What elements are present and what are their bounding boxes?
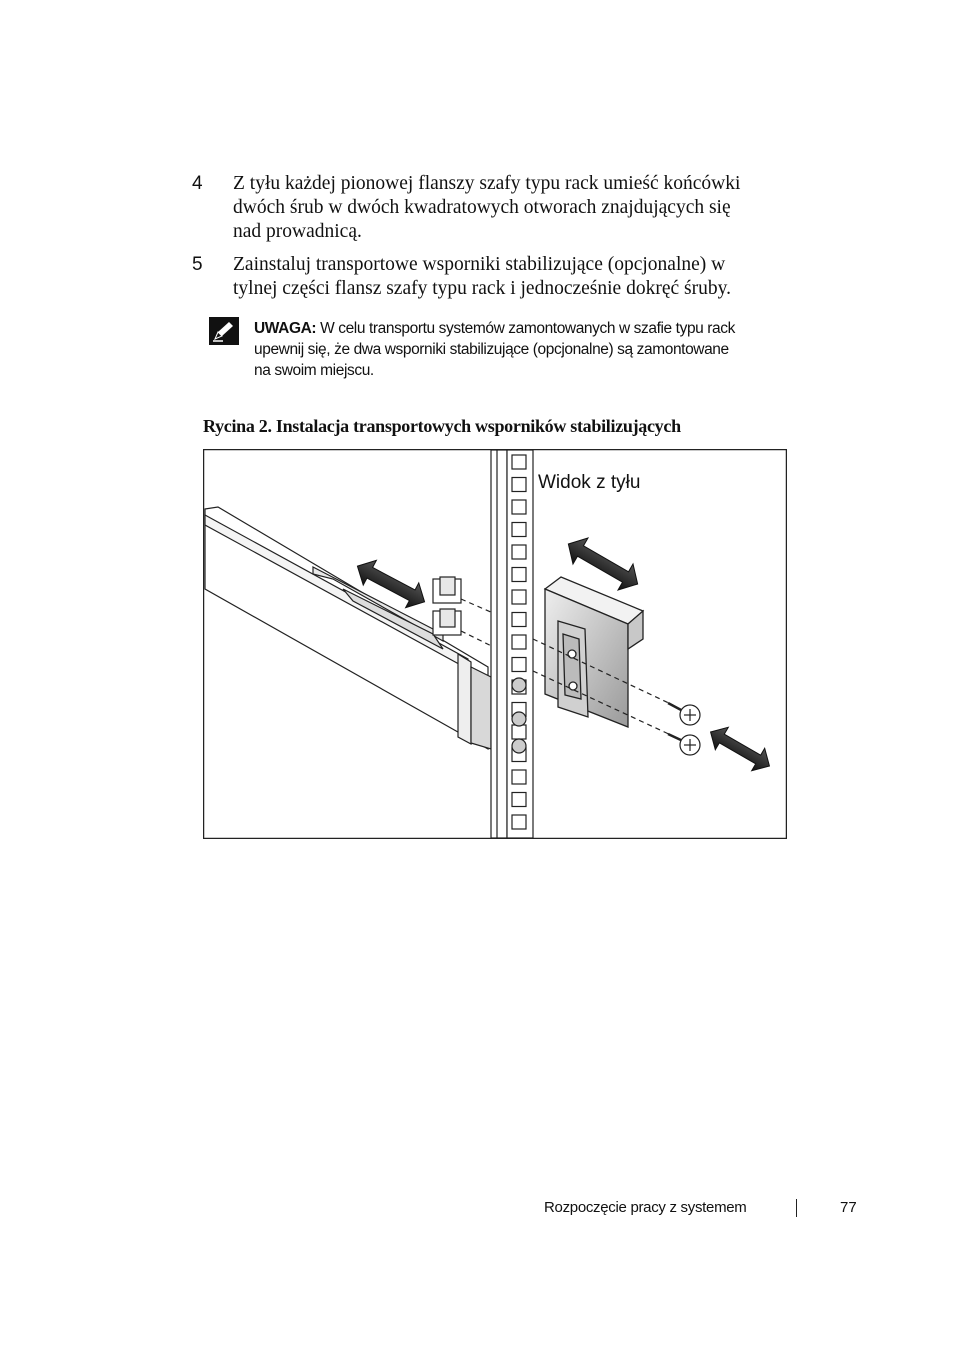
rack-hole [512,523,526,537]
step-text [233,172,833,244]
footer-title: Rozpoczęcie pracy z systemem [544,1199,747,1216]
step-line: Z tyłu każdej pionowej flanszy szafy typu rack umieść końcówki [233,173,741,194]
rack-hole [512,590,526,604]
rack-hole [512,635,526,649]
step-number: 4 [192,173,203,194]
page-number: 77 [840,1199,857,1216]
rack-screw-head [512,739,526,753]
rack-hole [512,793,526,807]
note-line: na swoim miejscu. [254,362,374,379]
step-line: nad prowadnicą. [233,221,362,242]
note-label: UWAGA: [254,320,317,337]
rack-hole [512,568,526,582]
rack-hole [512,815,526,829]
rack-hole [512,500,526,514]
step-line: Zainstaluj transportowe wsporniki stabilizujące (opcjonalne) w [233,254,726,275]
rack-hole [512,770,526,784]
footer-separator [796,1199,797,1217]
note-line: upewnij się, że dwa wsporniki stabilizujące (opcjonalne) są zamontowane [254,341,729,358]
rack-bracket-illustration [203,449,787,839]
rack-hole [512,478,526,492]
rack-hole [512,455,526,469]
rack-hole [512,545,526,559]
rack-hole [512,613,526,627]
rack-hole [512,658,526,672]
step-text [233,253,833,301]
rack-screw-head [512,712,526,726]
rack-holes [512,455,526,829]
step-line: dwóch śrub w dwóch kwadratowych otworach znajdujących się [233,197,731,218]
rear-view-label: Widok z tyłu [538,472,641,493]
figure-caption: Rycina 2. Instalacja transportowych wsporników stabilizujących [203,416,681,436]
note-line: W celu transportu systemów zamontowanych w szafie typu rack [316,320,735,337]
step-line: tylnej części flansz szafy typu rack i jednocześnie dokręć śruby. [233,278,731,299]
rack-hole [512,725,526,739]
pencil-note-icon [209,317,239,345]
step-number: 5 [192,254,203,275]
note-text [254,318,824,381]
rack-screw-head [512,678,526,692]
